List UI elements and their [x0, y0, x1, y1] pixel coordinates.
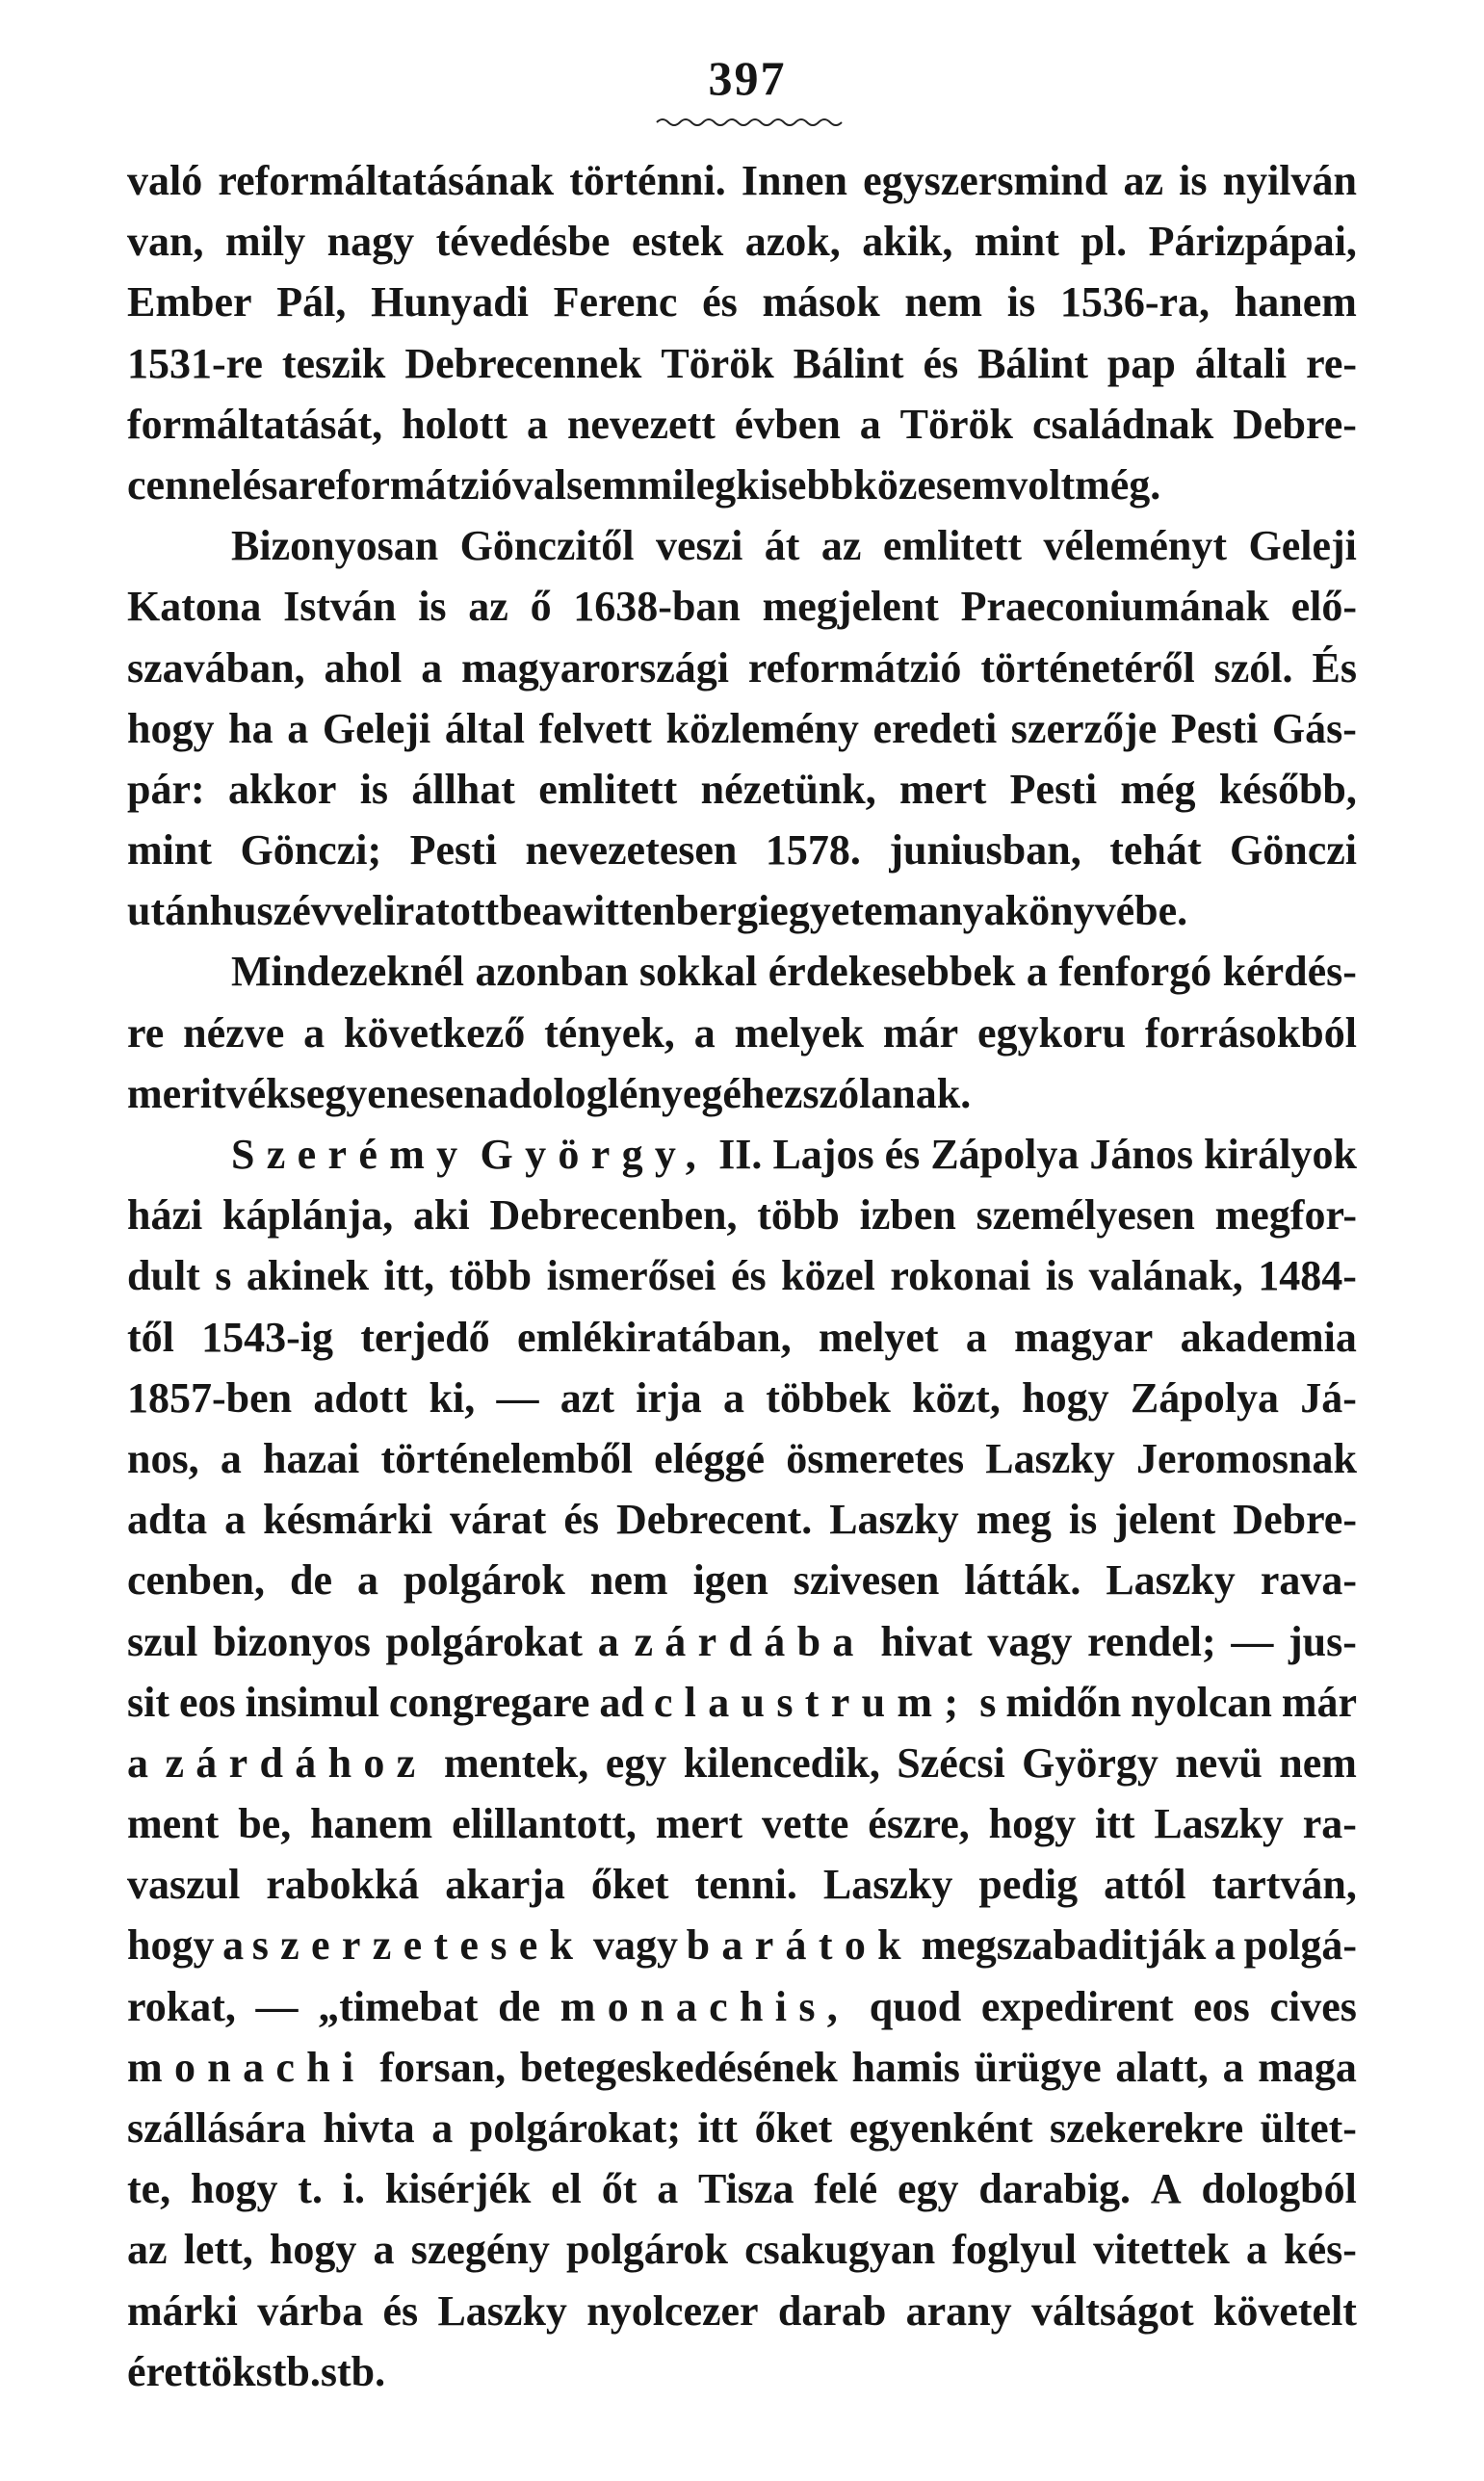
- text-line: után husz évvel iratott be a wittenbergi egyetem anyakönyvébe.: [127, 887, 1188, 935]
- text-line: adta a késmárki várat és Debrecent. Laszky meg is jelent Debre-: [127, 1496, 1357, 1544]
- text-line: az lett, hogy a szegény polgárok csakugyan foglyul vitettek a kés-: [127, 2226, 1357, 2274]
- wavy-ornament-icon: [655, 116, 847, 129]
- text-line: hogy ha a Geleji által felvett közlemény eredeti szerzője Pesti Gás-: [127, 704, 1357, 752]
- text-line: szavában, ahol a magyarországi reformátzió történetéről szól. És: [127, 643, 1357, 692]
- text-line: 1531-re teszik Debrecennek Török Bálint és Bálint pap általi re-: [127, 339, 1357, 387]
- text-line: Katona István is az ő 1638-ban megjelent Praeconiumának elő-: [127, 583, 1357, 631]
- text-line: sit eos insimul congregare ad claustrum; s midőn nyolcan már: [127, 1678, 1357, 1726]
- text-line: márki várba és Laszky nyolcezer darab arany váltságot követelt: [127, 2286, 1357, 2335]
- text-line: érettök stb. stb.: [127, 2347, 386, 2395]
- text-line: Ember Pál, Hunyadi Ferenc és mások nem is 1536-ra, hanem: [127, 278, 1357, 326]
- body-text: [127, 150, 1357, 2402]
- text-line: meritvék s egyenesen a dolog lényegéhez szólanak.: [127, 1069, 972, 1117]
- text-line: monachi forsan, betegeskedésének hamis ürügye alatt, a maga: [127, 2043, 1357, 2091]
- text-line: van, mily nagy tévedésbe estek azok, akik, mint pl. Párizpápai,: [127, 218, 1357, 266]
- text-line: formáltatását, holott a nevezett évben a Török családnak Debre-: [127, 400, 1357, 448]
- text-line: vaszul rabokká akarja őket tenni. Laszky pedig attól tartván,: [127, 1861, 1357, 1909]
- text-line: szállására hivta a polgárokat; itt őket egyenként szekerekre ültet-: [127, 2104, 1357, 2152]
- text-line: Szerémy György, II. Lajos és Zápolya János királyok: [231, 1131, 1357, 1178]
- text-line: cennel és a reformátzióval semmi legkisebb köze sem volt még.: [127, 460, 1161, 509]
- page-header: [0, 50, 1484, 142]
- text-line: házi káplánja, aki Debrecenben, több izben személyesen megfor-: [127, 1191, 1357, 1240]
- text-line: pár: akkor is állhat emlitett nézetünk, mert Pesti még később,: [127, 765, 1357, 813]
- text-line: Mindezeknél azonban sokkal érdekesebbek a fenforgó kérdés-: [231, 948, 1357, 996]
- text-line: ment be, hanem elillantott, mert vette észre, hogy itt Laszky ra-: [127, 1800, 1357, 1848]
- text-line: te, hogy t. i. kisérjék el őt a Tisza felé egy darabig. A dologból: [127, 2165, 1357, 2213]
- text-line: hogy a szerzetesek vagy barátok megszabaditják a polgá-: [127, 1921, 1357, 1970]
- text-line: dult s akinek itt, több ismerősei és közel rokonai is valának, 1484-: [127, 1252, 1357, 1300]
- text-line: mint Gönczi; Pesti nevezetesen 1578. juniusban, tehát Gönczi: [127, 826, 1357, 875]
- page-number: 397: [708, 51, 787, 105]
- text-line: nos, a hazai történelemből eléggé ösmeretes Laszky Jeromosnak: [127, 1434, 1357, 1482]
- text-line: cenben, de a polgárok nem igen szivesen látták. Laszky rava-: [127, 1556, 1357, 1605]
- text-line: től 1543-ig terjedő emlékiratában, melyet a magyar akademia: [127, 1313, 1357, 1361]
- text-line: 1857-ben adott ki, — azt irja a többek közt, hogy Zápolya Já-: [127, 1373, 1357, 1422]
- text-line: való reformáltatásának történni. Innen egyszersmind az is nyilván: [127, 157, 1357, 204]
- text-line: rokat, — „timebat de monachis, quod expedirent eos cives: [127, 1982, 1357, 2030]
- text-line: Bizonyosan Gönczitől veszi át az emlitett véleményt Geleji: [231, 522, 1357, 570]
- text-line: re nézve a következő tények, a melyek már egykoru forrásokból: [127, 1008, 1357, 1057]
- text-line: szul bizonyos polgárokat a zárdába hivat vagy rendel; — jus-: [127, 1617, 1357, 1665]
- text-line: a zárdához mentek, egy kilencedik, Szécsi György nevü nem: [127, 1738, 1357, 1787]
